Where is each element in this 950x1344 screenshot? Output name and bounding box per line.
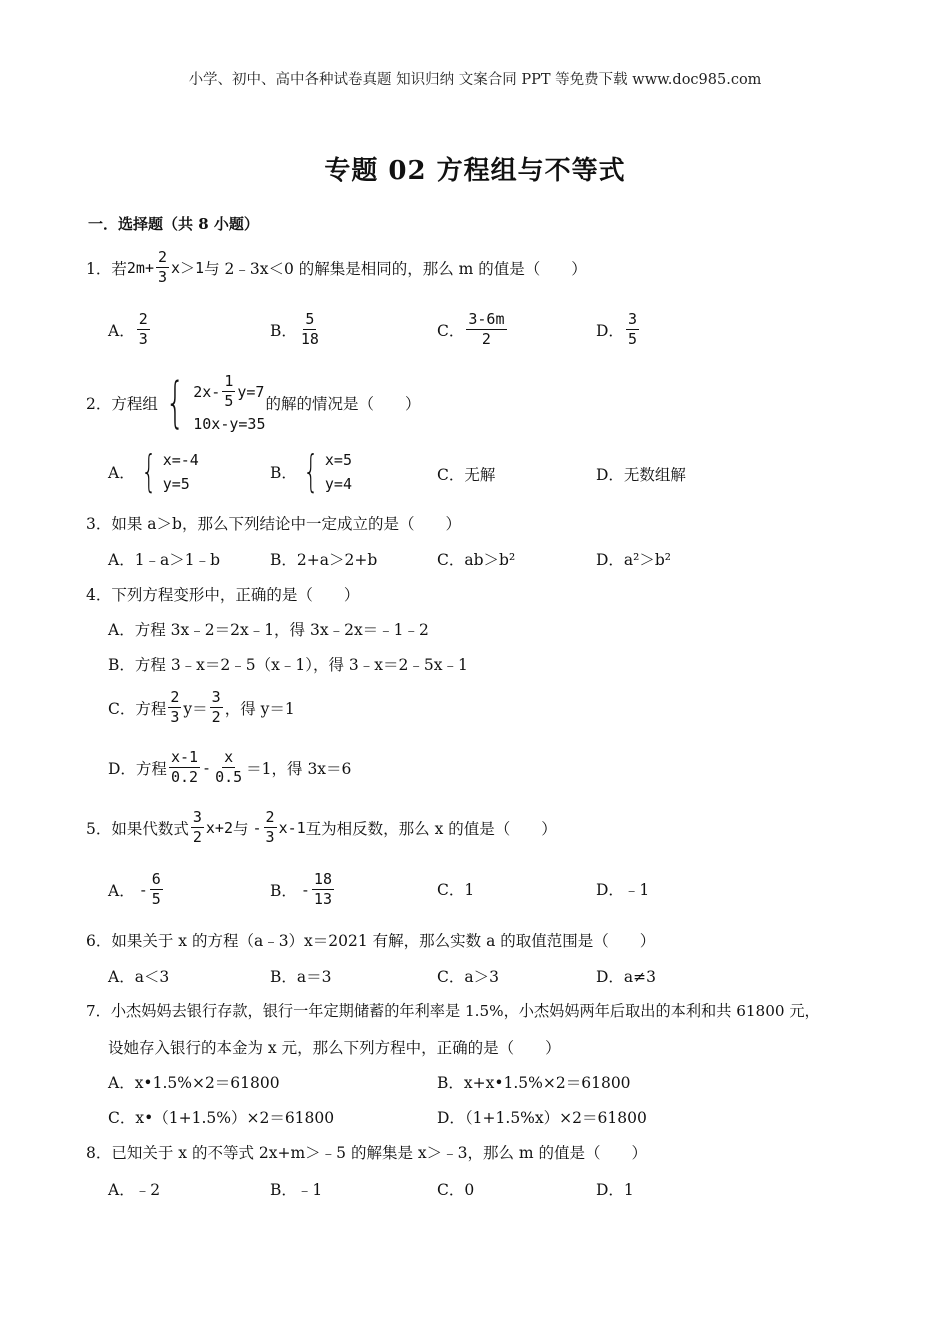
q2-option-a-system — [135, 446, 199, 497]
question-3: 3．如果 a＞b，那么下列结论中一定成立的是（ ） — [86, 515, 461, 533]
q4-option-d-minus: - — [202, 758, 212, 777]
option-label: B． — [270, 321, 297, 340]
frac-den: 18 — [300, 330, 319, 348]
q1-option-d[interactable] — [596, 310, 641, 349]
system-lines — [163, 451, 199, 493]
q1-pre: 若 — [111, 259, 127, 278]
q1-fraction — [156, 248, 169, 287]
q2-option-d[interactable]: D．无数组解 — [596, 466, 686, 484]
frac-den: 2 — [192, 828, 202, 846]
q1-frac-den: 3 — [157, 268, 168, 286]
q5-option-b-fraction — [312, 870, 334, 909]
q5-option-b[interactable] — [270, 870, 336, 909]
q6-option-c[interactable]: C．a＞3 — [437, 968, 499, 986]
frac-den: 2 — [211, 708, 221, 726]
q4-option-d-fraction-2 — [213, 748, 244, 787]
frac-num: 18 — [313, 870, 332, 888]
q4-option-d[interactable] — [108, 748, 351, 787]
q1-option-a[interactable] — [108, 310, 152, 349]
frac-num: 1 — [224, 372, 234, 390]
q5-option-d[interactable]: D．﹣1 — [596, 881, 650, 899]
q5-fraction-1 — [191, 808, 204, 847]
frac-den: 0.2 — [170, 768, 199, 786]
q1-expr-left: 2m+ — [126, 258, 154, 277]
frac-num: 6 — [151, 870, 161, 888]
q5-option-a[interactable] — [108, 870, 165, 909]
q4-option-c-fraction-2 — [210, 688, 223, 727]
minus-sign: - — [138, 880, 148, 899]
q2-line1-b: y=7 — [237, 382, 265, 401]
q4-option-c-fraction-1 — [168, 688, 181, 727]
q1-option-a-fraction — [137, 310, 150, 349]
q7-option-c[interactable]: C．x•（1+1.5%）×2＝61800 — [108, 1109, 335, 1127]
frac-den: 13 — [313, 890, 332, 908]
question-5 — [86, 808, 557, 847]
q1-text: 与 2﹣3x＜0 的解集是相同的，那么 m 的值是（ ） — [204, 259, 587, 278]
frac-num: x-1 — [170, 748, 199, 766]
q1-expr-right: x＞1 — [171, 259, 205, 277]
frac-num: 2 — [170, 688, 180, 706]
question-7-line-2: 设她存入银行的本金为 x 元，那么下列方程中，正确的是（ ） — [108, 1039, 561, 1057]
q6-option-a[interactable]: A．a＜3 — [108, 968, 170, 986]
q5-pre: 5．如果代数式 — [86, 819, 189, 838]
q2-system-line-2: 10x-y=35 — [193, 415, 266, 433]
minus-sign: - — [300, 880, 310, 899]
q5-mid-1: x+2 — [205, 818, 233, 837]
q8-option-b[interactable]: B．﹣1 — [270, 1181, 323, 1199]
q1-number: 1． — [86, 259, 112, 278]
option-label: B． — [270, 881, 297, 900]
q8-option-c[interactable]: C．0 — [437, 1181, 475, 1199]
question-8: 8．已知关于 x 的不等式 2x+m＞﹣5 的解集是 x＞﹣3，那么 m 的值是（ ） — [86, 1144, 648, 1162]
option-label: C． — [437, 321, 465, 340]
option-label: A． — [108, 321, 135, 340]
q4-option-d-fraction-1 — [169, 748, 200, 787]
q2-option-b-system — [297, 446, 352, 497]
q2-line1-fraction — [222, 372, 235, 411]
q1-option-b-fraction — [299, 310, 321, 349]
system-line-1: x=5 — [324, 451, 352, 469]
q5-option-a-fraction — [150, 870, 163, 909]
section-heading: 一．选择题（共 8 小题） — [88, 215, 259, 233]
question-4: 4．下列方程变形中，正确的是（ ） — [86, 586, 360, 604]
q4-option-d-pre: D．方程 — [108, 759, 167, 778]
q1-option-d-fraction — [626, 310, 639, 349]
frac-den: 3 — [170, 708, 180, 726]
q2-line1-a: 2x- — [193, 382, 221, 401]
system-line-2: y=4 — [324, 475, 352, 493]
system-lines — [325, 451, 352, 493]
q7-option-b[interactable]: B．x+x•1.5%×2＝61800 — [437, 1074, 631, 1092]
q5-option-c[interactable]: C．1 — [437, 881, 475, 899]
system-line-2: y=5 — [162, 475, 190, 493]
system-line-1: x=-4 — [162, 451, 199, 469]
page-header: 小学、初中、高中各种试卷真题 知识归纳 文案合同 PPT 等免费下载 www.doc985.com — [188, 72, 762, 88]
q4-option-b[interactable]: B．方程 3﹣x＝2﹣5（x﹣1），得 3﹣x＝2﹣5x﹣1 — [108, 656, 468, 674]
q2-system-lines — [193, 372, 265, 433]
q7-option-d[interactable]: D．（1+1.5%x）×2＝61800 — [437, 1109, 647, 1127]
option-label: A． — [108, 881, 135, 900]
q8-option-a[interactable]: A．﹣2 — [108, 1181, 161, 1199]
q4-option-a[interactable]: A．方程 3x﹣2＝2x﹣1，得 3x﹣2x＝﹣1﹣2 — [108, 621, 429, 639]
question-2 — [86, 372, 421, 433]
frac-num: 3-6m — [468, 310, 505, 328]
q5-mid-3: x-1 — [278, 818, 306, 837]
q1-option-c[interactable] — [437, 310, 509, 349]
option-label: A． — [108, 464, 135, 482]
question-6: 6．如果关于 x 的方程（a﹣3）x＝2021 有解，那么实数 a 的取值范围是（ ） — [86, 932, 656, 950]
q2-number: 2． — [86, 394, 112, 413]
frac-num: 2 — [138, 310, 148, 328]
q6-option-b[interactable]: B．a＝3 — [270, 968, 332, 986]
q2-option-b[interactable] — [270, 446, 352, 497]
q6-option-d[interactable]: D．a≠3 — [596, 968, 657, 986]
frac-den: 3 — [265, 828, 275, 846]
q3-option-d[interactable]: D．a²＞b² — [596, 551, 672, 569]
q3-option-c[interactable]: C．ab＞b² — [437, 551, 516, 569]
q2-option-a[interactable] — [108, 446, 199, 497]
frac-den: 5 — [151, 890, 161, 908]
frac-num: 3 — [211, 688, 221, 706]
q5-text: 互为相反数，那么 x 的值是（ ） — [305, 819, 557, 838]
question-7-line-1: 7．小杰妈妈去银行存款，银行一年定期储蓄的年利率是 1.5%，小杰妈妈两年后取出的本利和共 61800 元， — [86, 1002, 820, 1020]
q1-frac-num: 2 — [157, 248, 168, 266]
frac-num: x — [224, 748, 234, 766]
left-brace-icon: { — [165, 370, 185, 434]
q3-option-b[interactable]: B．2+a＞2+b — [270, 551, 378, 569]
q4-option-c-pre: C．方程 — [108, 699, 167, 718]
q1-option-c-fraction — [466, 310, 506, 349]
frac-den: 2 — [481, 330, 491, 348]
q1-option-b[interactable] — [270, 310, 323, 349]
q4-option-c-post: ，得 y＝1 — [224, 699, 295, 718]
q4-option-d-post: ＝1，得 3x＝6 — [246, 759, 352, 778]
q3-option-a[interactable]: A．1﹣a＞1﹣b — [108, 551, 221, 569]
question-1 — [86, 248, 587, 287]
option-label: D． — [596, 321, 624, 340]
q5-mid-2: 与 — [233, 819, 249, 838]
q8-option-d[interactable]: D．1 — [596, 1181, 634, 1199]
q2-pre: 方程组 — [111, 394, 158, 413]
q4-option-c[interactable] — [108, 688, 295, 727]
frac-num: 3 — [192, 808, 202, 826]
q4-option-c-mid: y＝ — [183, 699, 208, 718]
frac-den: 5 — [224, 392, 234, 410]
q2-text: 的解的情况是（ ） — [265, 394, 421, 413]
q5-minus: - — [252, 818, 262, 837]
frac-den: 3 — [138, 330, 148, 348]
q2-equation-system — [158, 372, 266, 433]
left-brace-icon: { — [303, 446, 319, 497]
left-brace-icon: { — [141, 446, 157, 497]
frac-num: 3 — [627, 310, 637, 328]
frac-den: 5 — [627, 330, 637, 348]
page-title: 专题 02 方程组与不等式 — [324, 156, 626, 186]
frac-num: 2 — [265, 808, 275, 826]
q2-system-line-1 — [193, 372, 265, 411]
frac-den: 0.5 — [215, 768, 243, 786]
option-label: B． — [270, 464, 297, 482]
q2-option-c[interactable]: C．无解 — [437, 466, 496, 484]
q7-option-a[interactable]: A．x•1.5%×2＝61800 — [108, 1074, 280, 1092]
frac-num: 5 — [305, 310, 315, 328]
q5-fraction-2 — [264, 808, 277, 847]
